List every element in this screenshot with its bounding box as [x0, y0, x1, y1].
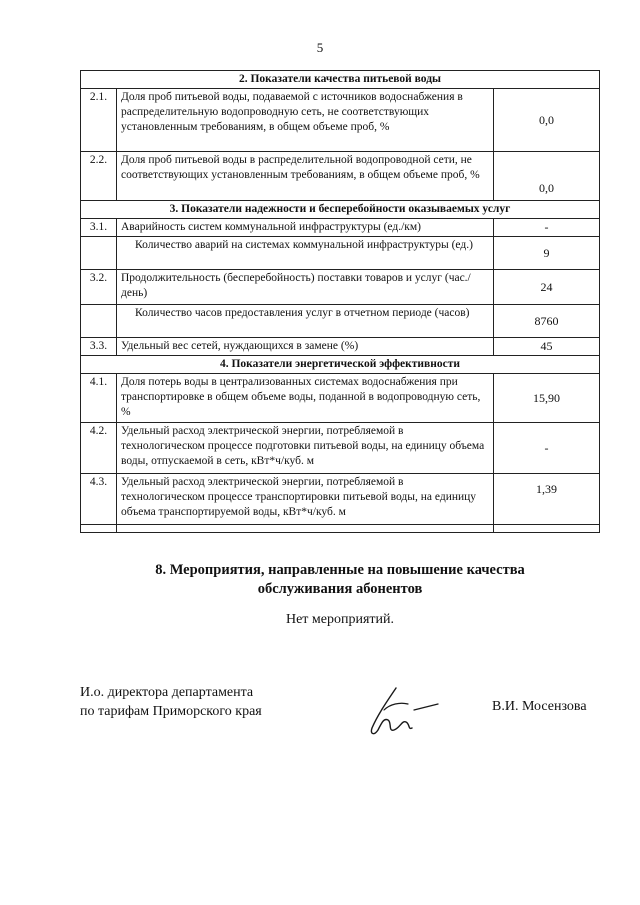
row-number: 4.1.	[81, 374, 117, 423]
section-title: 4. Показатели энергетической эффективности	[81, 356, 600, 374]
table-row	[81, 374, 600, 423]
row-number	[81, 237, 117, 270]
section-header-row	[81, 71, 600, 89]
section-8-heading-line: обслуживания абонентов	[257, 581, 423, 597]
section-title: 2. Показатели качества питьевой воды	[81, 71, 600, 89]
section-8-body: Нет мероприятий.	[285, 612, 395, 627]
row-text: Продолжительность (бесперебойность) поставки товаров и услуг (час./день)	[117, 270, 494, 305]
spacer-cell	[493, 525, 599, 533]
row-text: Доля потерь воды в централизованных системах водоснабжения при транспортировке в общем объеме воды, поданной в водопроводную сеть, %	[117, 374, 494, 423]
row-value: 0,0	[493, 152, 599, 201]
row-value: 45	[493, 338, 599, 356]
row-value: 24	[493, 270, 599, 305]
row-text: Удельный расход электрической энергии, потребляемой в технологическом процессе подготовки питьевой воды, на единицу объема воды, отпускаемой в сеть, кВт*ч/куб. м	[117, 423, 494, 474]
section-title: 3. Показатели надежности и бесперебойности оказываемых услуг	[81, 201, 600, 219]
signer-name: В.И. Мосензова	[492, 699, 587, 714]
handwritten-signature	[348, 680, 448, 740]
row-text: Аварийность систем коммунальной инфраструктуры (ед./км)	[117, 219, 494, 237]
section-8-heading	[80, 561, 600, 599]
row-value: 1,39	[493, 474, 599, 525]
table-row	[81, 474, 600, 525]
spacer-cell	[81, 525, 117, 533]
table-row	[81, 89, 600, 152]
row-number: 3.3.	[81, 338, 117, 356]
row-number: 4.2.	[81, 423, 117, 474]
signer-position-line: по тарифам Приморского края	[80, 704, 262, 719]
row-text: Количество часов предоставления услуг в отчетном периоде (часов)	[117, 305, 494, 338]
row-number	[81, 305, 117, 338]
table-spacer-row	[81, 525, 600, 533]
table-row	[81, 152, 600, 201]
row-value: 15,90	[493, 374, 599, 423]
row-number: 4.3.	[81, 474, 117, 525]
row-number: 3.1.	[81, 219, 117, 237]
row-text: Удельный вес сетей, нуждающихся в замене (%)	[117, 338, 494, 356]
indicators-table	[80, 70, 600, 533]
signer-position-line: И.о. директора департамента	[80, 685, 254, 700]
signer-position	[80, 683, 262, 721]
row-number: 2.1.	[81, 89, 117, 152]
row-value: -	[493, 423, 599, 474]
row-text: Удельный расход электрической энергии, потребляемой в технологическом процессе транспортировки питьевой воды, на единицу объема транспортируемой воды, кВт*ч/куб. м	[117, 474, 494, 525]
section-header-row	[81, 356, 600, 374]
row-value: -	[493, 219, 599, 237]
row-text: Доля проб питьевой воды в распределительной водопроводной сети, не соответствующих установленным требованиям, в общем объеме проб, %	[117, 152, 494, 201]
table-row	[81, 423, 600, 474]
table-row	[81, 270, 600, 305]
table-row	[81, 338, 600, 356]
section-8-heading-line: 8. Мероприятия, направленные на повышение качества	[155, 562, 525, 578]
page-number: 5	[316, 40, 324, 55]
row-number: 3.2.	[81, 270, 117, 305]
table-row	[81, 237, 600, 270]
table-row	[81, 219, 600, 237]
row-value: 8760	[493, 305, 599, 338]
row-text: Доля проб питьевой воды, подаваемой с источников водоснабжения в распределительную водопроводную сеть, не соответствующих установленным требованиям, в общем объеме проб, %	[117, 89, 494, 152]
section-header-row	[81, 201, 600, 219]
row-value: 0,0	[493, 89, 599, 152]
row-number: 2.2.	[81, 152, 117, 201]
row-text: Количество аварий на системах коммунальной инфраструктуры (ед.)	[117, 237, 494, 270]
spacer-cell	[117, 525, 494, 533]
table-row	[81, 305, 600, 338]
row-value: 9	[493, 237, 599, 270]
